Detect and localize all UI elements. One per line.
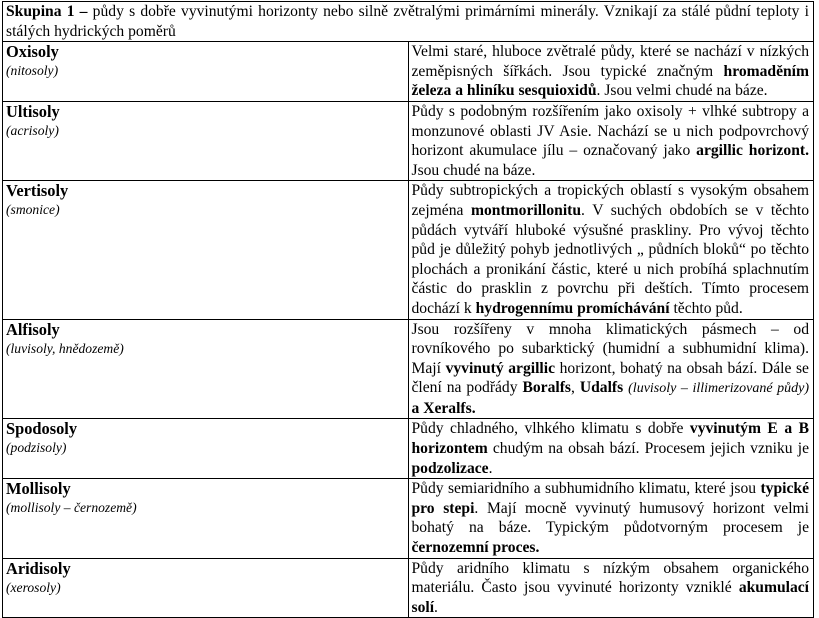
description-bold: podzolizace xyxy=(411,459,489,477)
table-row-vertisoly xyxy=(3,181,814,319)
soil-name: Mollisoly xyxy=(6,479,71,499)
soil-name-cell xyxy=(3,419,409,479)
description-text: chudým na obsah bází. Procesem jejich vzniku je xyxy=(487,440,809,458)
soil-synonym: (nitosoly) xyxy=(6,63,59,79)
table-row-spodosoly xyxy=(3,419,814,479)
soil-name-cell xyxy=(3,319,409,419)
soil-description-cell xyxy=(408,479,814,558)
description-text: horizont, bohatý na obsah bází. Dále se člení na podřády xyxy=(411,359,809,397)
description-text: Jsou rozšířeny v mnoha klimatických pásmech – od rovníkového po subarktický (humidní a subhumidní klima). Mají xyxy=(411,320,809,377)
description-bold: černozemní proces. xyxy=(411,539,540,557)
table-row-oxisoly xyxy=(3,42,814,102)
description-text: Půdy aridního klimatu s nízkým obsahem organického materiálu. Často jsou vyvinuté horizonty vzniklé xyxy=(411,559,809,597)
group-description: půdy s dobře vyvinutými horizonty nebo silně zvětralými primárními minerály. Vznikají za stálé půdní teploty i stálých hydrických poměrů xyxy=(6,3,809,40)
table-row-mollisoly xyxy=(3,479,814,558)
soil-description-cell xyxy=(408,101,814,180)
soil-name-cell xyxy=(3,101,409,180)
soil-synonym: (mollisoly – černozemě) xyxy=(6,500,137,516)
soil-name-cell xyxy=(3,42,409,102)
soil-description-cell xyxy=(408,181,814,319)
soil-description-cell xyxy=(408,319,814,419)
soil-name: Vertisoly xyxy=(6,181,69,201)
description-bold: Udalfs xyxy=(579,379,624,397)
description-text: Velmi staré, hluboce zvětralé půdy, které se nachází v nízkých zeměpisných šířkách. Jsou typické značným xyxy=(411,43,809,80)
description-bold: a Xeralfs. xyxy=(411,399,476,417)
description-bold: hydrogennímu promíchávání xyxy=(475,299,670,317)
soil-classification-table xyxy=(2,1,814,618)
soil-description-cell xyxy=(408,558,814,618)
description-text: . Jsou velmi chudé na báze. xyxy=(596,82,768,100)
description-text: těchto půd. xyxy=(669,299,743,317)
description-text: Půdy s podobným rozšířením jako oxisoly + vlhké subtropy a monzunové oblasti JV Asie. Nachází se u nich podpovrchový horizont akumulace jílu – označovaný jako xyxy=(411,102,809,160)
description-bold: akumulací solí xyxy=(411,579,809,616)
soil-synonym: (podzisoly) xyxy=(6,440,67,456)
soil-synonym: (luvisoly, hnědozemě) xyxy=(6,340,124,356)
soil-name: Alfisoly xyxy=(6,319,60,339)
soil-synonym: (xerosoly) xyxy=(6,579,61,595)
soil-name: Ultisoly xyxy=(6,101,60,121)
description-text: . V suchých obdobích se v těchto půdách vytváří hluboké výsušné praskliny. Pro vývoj těchto půd je důležitý pohyb jednotlivých „ půdních bloků“ po těchto plochách a pronikání částic, které u nich probíhá splachnutím částic do prasklin z povrchu při deštích. Tímto procesem dochází k xyxy=(411,201,810,317)
description-bold: vyvinutým E a B horizontem xyxy=(411,420,810,458)
soil-description-cell xyxy=(408,42,814,102)
description-bold: argillic horizont. xyxy=(696,142,809,160)
soil-name-cell xyxy=(3,558,409,618)
soil-name-cell xyxy=(3,479,409,558)
description-text: . Mají mocně vyvinutý humusový horizont velmi bohatý na báze. Typickým půdotvorným procesem je xyxy=(411,499,809,537)
table-row-alfisoly xyxy=(3,319,814,419)
description-text: . xyxy=(488,459,493,477)
description-text: Půdy subtropických a tropických oblastí s vysokým obsahem zejména xyxy=(411,182,809,219)
description-text: Jsou chudé na báze. xyxy=(411,161,536,179)
table-row-ultisoly xyxy=(3,101,814,180)
soil-synonym: (acrisoly) xyxy=(6,122,59,138)
soil-synonym: (smonice) xyxy=(6,202,60,218)
description-text: . xyxy=(434,598,438,616)
table-header-row xyxy=(3,2,814,42)
description-text: Půdy semiaridního a subhumidního klimatu, které jsou xyxy=(411,480,761,498)
soil-name: Spodosoly xyxy=(6,419,78,439)
description-text: , xyxy=(571,379,580,397)
description-italic: (luvisoly – illimerizované půdy) xyxy=(628,381,809,397)
description-bold: Boralfs xyxy=(522,379,571,397)
table-row-aridisoly xyxy=(3,558,814,618)
description-bold: vyvinutý argillic xyxy=(445,359,555,377)
description-bold: typické pro stepi xyxy=(411,480,809,517)
group-header-cell xyxy=(3,2,814,42)
soil-name: Oxisoly xyxy=(6,42,59,62)
soil-name-cell xyxy=(3,181,409,319)
group-title: Skupina 1 – xyxy=(6,3,88,20)
soil-description-cell xyxy=(408,419,814,479)
description-bold: hromaděním železa a hliníku sesquioxidů xyxy=(411,62,809,100)
description-bold: montmorillonitu xyxy=(471,201,582,219)
description-text: Půdy chladného, vlhkého klimatu s dobře xyxy=(411,420,690,438)
soil-name: Aridisoly xyxy=(6,558,71,578)
